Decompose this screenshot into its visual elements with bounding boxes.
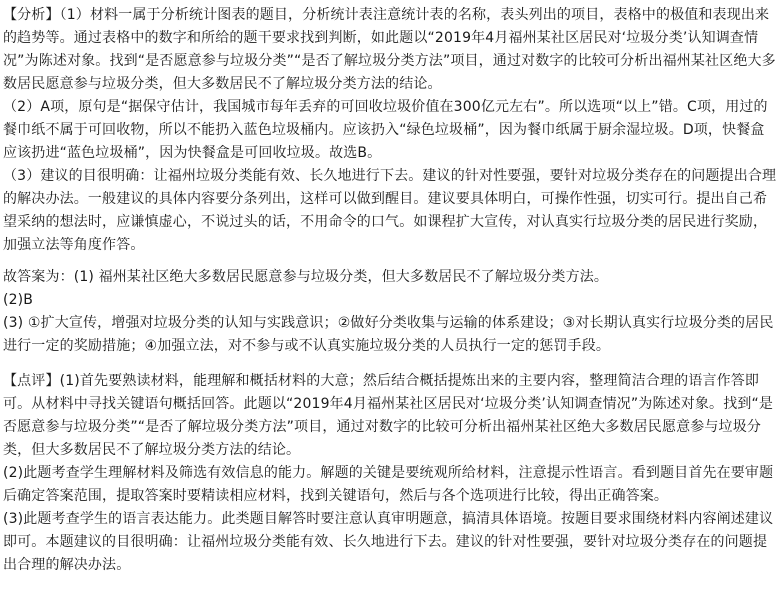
analysis-part-3: （3）建议的目很明确：让福州垃圾分类能有效、长久地进行下去。建议的针对性要强，要针对垃圾分类存在的问题提出合理的解决办法。一般建议的具体内容要分条列出，这样可以做到醒目。建议要具体明白，可操作性强，切实可行。提出自己希望采纳的想法时，应谦慎虚心，不说过头的话，不用命令的口气。如课程扩大宣传，对认真实行垃圾分类的居民进行奖励，加强立法等角度作答。 (3, 168, 777, 253)
answer-part-2: (2)B (3, 292, 34, 308)
analysis-part-2: （2）A项，原句是“据保守估计，我国城市每年丢弃的可回收垃圾价值在300亿元左右”。所以选项“以上”错。C项，用过的餐巾纸不属于可回收物，所以不能扔入蓝色垃圾桶内。应该扔入“绿色垃圾桶”，因为餐巾纸属于厨余湿垃圾。D项，快餐盒应该扔进“蓝色垃圾桶”，因为快餐盒是可回收垃圾。故选B。 (3, 99, 768, 161)
analysis-part-1: 【分析】（1）材料一属于分析统计图表的题目，分析统计表注意统计表的名称，表头列出的项目，表格中的极值和表现出来的趋势等。通过表格中的数字和所给的题干要求找到判断，如此题以“2019年4月福州某社区居民对‘垃圾分类’认知调查情况”为陈述对象。找到“是否愿意参与垃圾分类”“是否了解垃圾分类方法”项目，通过对数字的比较可分析出福州某社区绝大多数居民愿意参与垃圾分类，但大多数居民不了解垃圾分类方法的结论。 (3, 7, 776, 92)
comment-part-2: (2)此题考查学生理解材料及筛选有效信息的能力。解题的关键是要统观所给材料，注意提示性语言。看到题目首先在要审题后确定答案范围，提取答案时要精读相应材料，找到关键语句，然后与各个选项进行比较，得出正确答案。 (3, 465, 774, 504)
comment-part-3: (3)此题考查学生的语言表达能力。此类题目解答时要注意认真审明题意，搞清具体语境。按题目要求围绕材料内容阐述建议即可。本题建议的目很明确：让福州垃圾分类能有效、长久地进行下去。建议的针对性要强，要针对垃圾分类存在的问题提出合理的解决办法。 (3, 511, 774, 573)
spacer (3, 257, 777, 266)
spacer (3, 358, 777, 370)
answer-part-1: 故答案为：(1) 福州某社区绝大多数居民愿意参与垃圾分类，但大多数居民不了解垃圾分类方法。 (3, 269, 609, 285)
answer-part-3: (3) ①扩大宣传，增强对垃圾分类的认知与实践意识；②做好分类收集与运输的体系建设；③对长期认真实行垃圾分类的居民进行一定的奖励措施；④加强立法，对不参与或不认真实施垃圾分类的人员执行一定的惩罚手段。 (3, 315, 774, 354)
comment-part-1: 【点评】(1)首先要熟读材料，能理解和概括材料的大意；然后结合概括提炼出来的主要内容，整理简洁合理的语言作答即可。从材料中寻找关键语句概括回答。此题以“2019年4月福州某社区居民对‘垃圾分类’认知调查情况”为陈述对象。找到“是否愿意参与垃圾分类”“是否了解垃圾分类方法”项目，通过对数字的比较可分析出福州某社区绝大多数居民愿意参与垃圾分类，但大多数居民不了解垃圾分类方法的结论。 (3, 373, 774, 458)
